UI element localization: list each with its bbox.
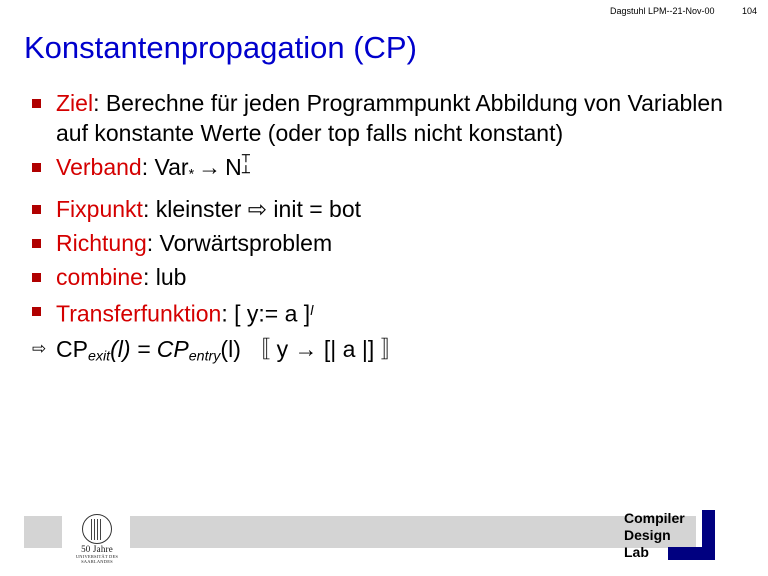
list-item-keyword: Transferfunktion: [56, 299, 222, 326]
var-subscript: *: [188, 166, 195, 183]
seal-label: 50 Jahre: [81, 544, 113, 554]
header-page-number: 104: [742, 6, 758, 16]
list-item-body: : kleinster: [142, 195, 248, 222]
compiler-design-lab-logo: [624, 508, 746, 568]
list-item: [24, 296, 754, 328]
list-item-keyword: Verband: [56, 154, 142, 180]
page-title: Konstantenpropagation (CP): [24, 30, 417, 65]
formula-text: [56, 334, 754, 372]
transfer-superscript: l: [310, 302, 314, 319]
right-arrow-icon: ⇨: [247, 195, 268, 222]
square-bullet-icon: [24, 262, 56, 292]
list-item-body-2: init = bot: [267, 195, 362, 222]
list-item-keyword: Fixpunkt: [56, 195, 143, 222]
formula-sub-entry: entry: [188, 348, 221, 365]
square-bullet-icon: [24, 228, 56, 258]
list-item-text: [56, 296, 754, 328]
formula-pre: CP: [56, 335, 88, 362]
list-item-body: : Vorwärtsproblem: [146, 229, 333, 256]
list-item-body: : Berechne für jeden Programmpunkt Abbildung von Variablen auf konstante Werte (oder top falls nicht konstant): [56, 90, 723, 146]
list-item: [24, 334, 754, 372]
list-item-keyword: Ziel: [56, 90, 94, 116]
lattice-base: N: [225, 154, 242, 180]
list-item-body: : [ y:= a ]: [221, 299, 311, 326]
header-conference-label: Dagstuhl LPM--21-Nov-00: [610, 6, 715, 16]
list-item-keyword: Richtung: [56, 229, 147, 256]
list-item-text: [56, 262, 754, 292]
maps-to-arrow: →: [198, 154, 222, 180]
seal-sublabel: UNIVERSITÄT DES SAARLANDES: [75, 554, 119, 564]
square-bullet-icon: [24, 152, 56, 182]
lattice-top-icon: ⊤: [241, 153, 251, 165]
logo-line-3: Lab: [624, 544, 649, 560]
square-bullet-icon: [24, 194, 56, 224]
logo-line-2: Design: [624, 527, 671, 543]
square-bullet-icon: [24, 296, 56, 326]
formula-post: (l) 〚 y → [| a |] 〛: [220, 335, 404, 362]
lattice-bottom-icon: ⊥: [241, 164, 251, 176]
list-item: [24, 152, 754, 190]
formula-mid: (l) = CP: [110, 335, 189, 362]
lattice-symbol: [225, 152, 251, 182]
list-item: [24, 194, 754, 224]
list-item-body: : Var: [141, 154, 189, 180]
list-item-text: [56, 88, 754, 148]
slide-header: [0, 6, 768, 20]
bullet-list: [24, 88, 754, 376]
formula-sub-exit: exit: [87, 348, 111, 365]
list-item-text: [56, 194, 754, 224]
logo-line-1: Compiler: [624, 510, 685, 526]
logo-bar-horizontal: [668, 547, 702, 560]
list-item: [24, 228, 754, 258]
university-seal-icon: [66, 514, 128, 566]
list-item-keyword: combine: [56, 263, 143, 290]
square-bullet-icon: [24, 88, 56, 118]
list-item-text: [56, 228, 754, 258]
list-item: [24, 88, 754, 148]
list-item-text: [56, 152, 754, 190]
list-item-body: : lub: [142, 263, 187, 290]
hollow-arrow-icon: ⇨: [32, 338, 47, 358]
seal-circle-icon: [82, 514, 112, 544]
list-item: [24, 262, 754, 292]
logo-bar-vertical: [702, 510, 715, 560]
